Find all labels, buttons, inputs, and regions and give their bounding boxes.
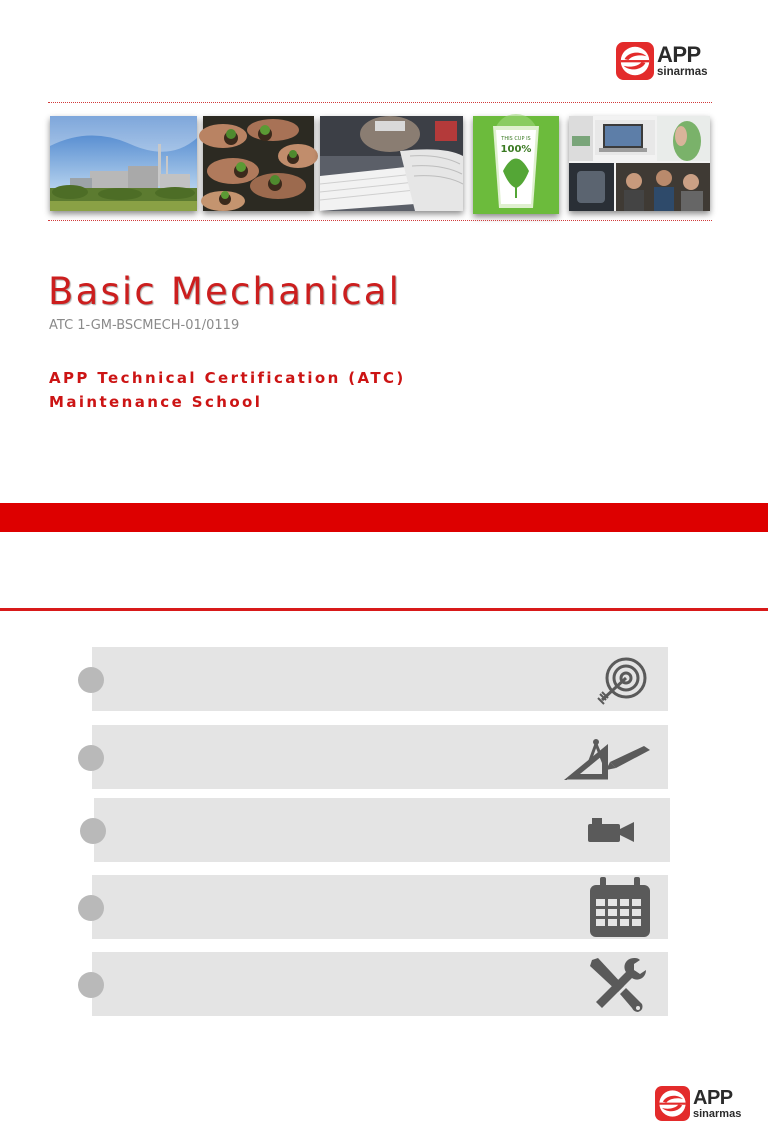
top-dotted-divider [48, 102, 712, 103]
svg-text:100%: 100% [500, 144, 532, 155]
program-name: APP Technical Certification (ATC) [49, 369, 406, 387]
logo-name: APP [657, 41, 701, 67]
app-sinarmas-logo [655, 1086, 741, 1121]
app-logo-emblem-icon [616, 42, 654, 80]
photo-green-cup [473, 116, 559, 214]
agenda-bullet [78, 895, 104, 921]
photo-strip [50, 116, 710, 211]
agenda-item [92, 875, 668, 939]
logo-subname: sinarmas [657, 65, 708, 78]
video-camera-icon [588, 818, 638, 844]
tools-icon [586, 954, 648, 1014]
photo-hands-seedlings [203, 116, 314, 211]
cover-slide [0, 0, 768, 532]
logo-subname: sinarmas [693, 1107, 742, 1120]
agenda-item [92, 647, 668, 711]
bottom-dotted-divider [48, 220, 712, 221]
target-icon [596, 656, 648, 704]
app-logo-emblem-icon [655, 1086, 690, 1121]
cup-text: THIS CUP IS [501, 136, 531, 142]
header-red-line [0, 608, 768, 611]
calendar-icon [588, 875, 652, 939]
agenda-bullet [78, 667, 104, 693]
photo-office-collage [569, 116, 710, 211]
photo-paper-stacks [320, 116, 463, 211]
document-code: ATC 1-GM-BSCMECH-01/0119 [49, 318, 240, 333]
agenda-bullet [78, 972, 104, 998]
cover-title: Basic Mechanical [48, 270, 402, 313]
agenda-item [92, 952, 668, 1016]
agenda-slide [0, 532, 768, 1120]
drafting-tools-icon [558, 732, 654, 784]
school-name: Maintenance School [49, 393, 263, 411]
logo-name: APP [693, 1086, 733, 1109]
agenda-item [92, 725, 668, 789]
agenda-item [94, 798, 670, 862]
red-footer-band [0, 503, 768, 532]
agenda-bullet [78, 745, 104, 771]
agenda-bullet [80, 818, 106, 844]
photo-factory [50, 116, 197, 211]
app-sinarmas-logo [616, 42, 708, 80]
